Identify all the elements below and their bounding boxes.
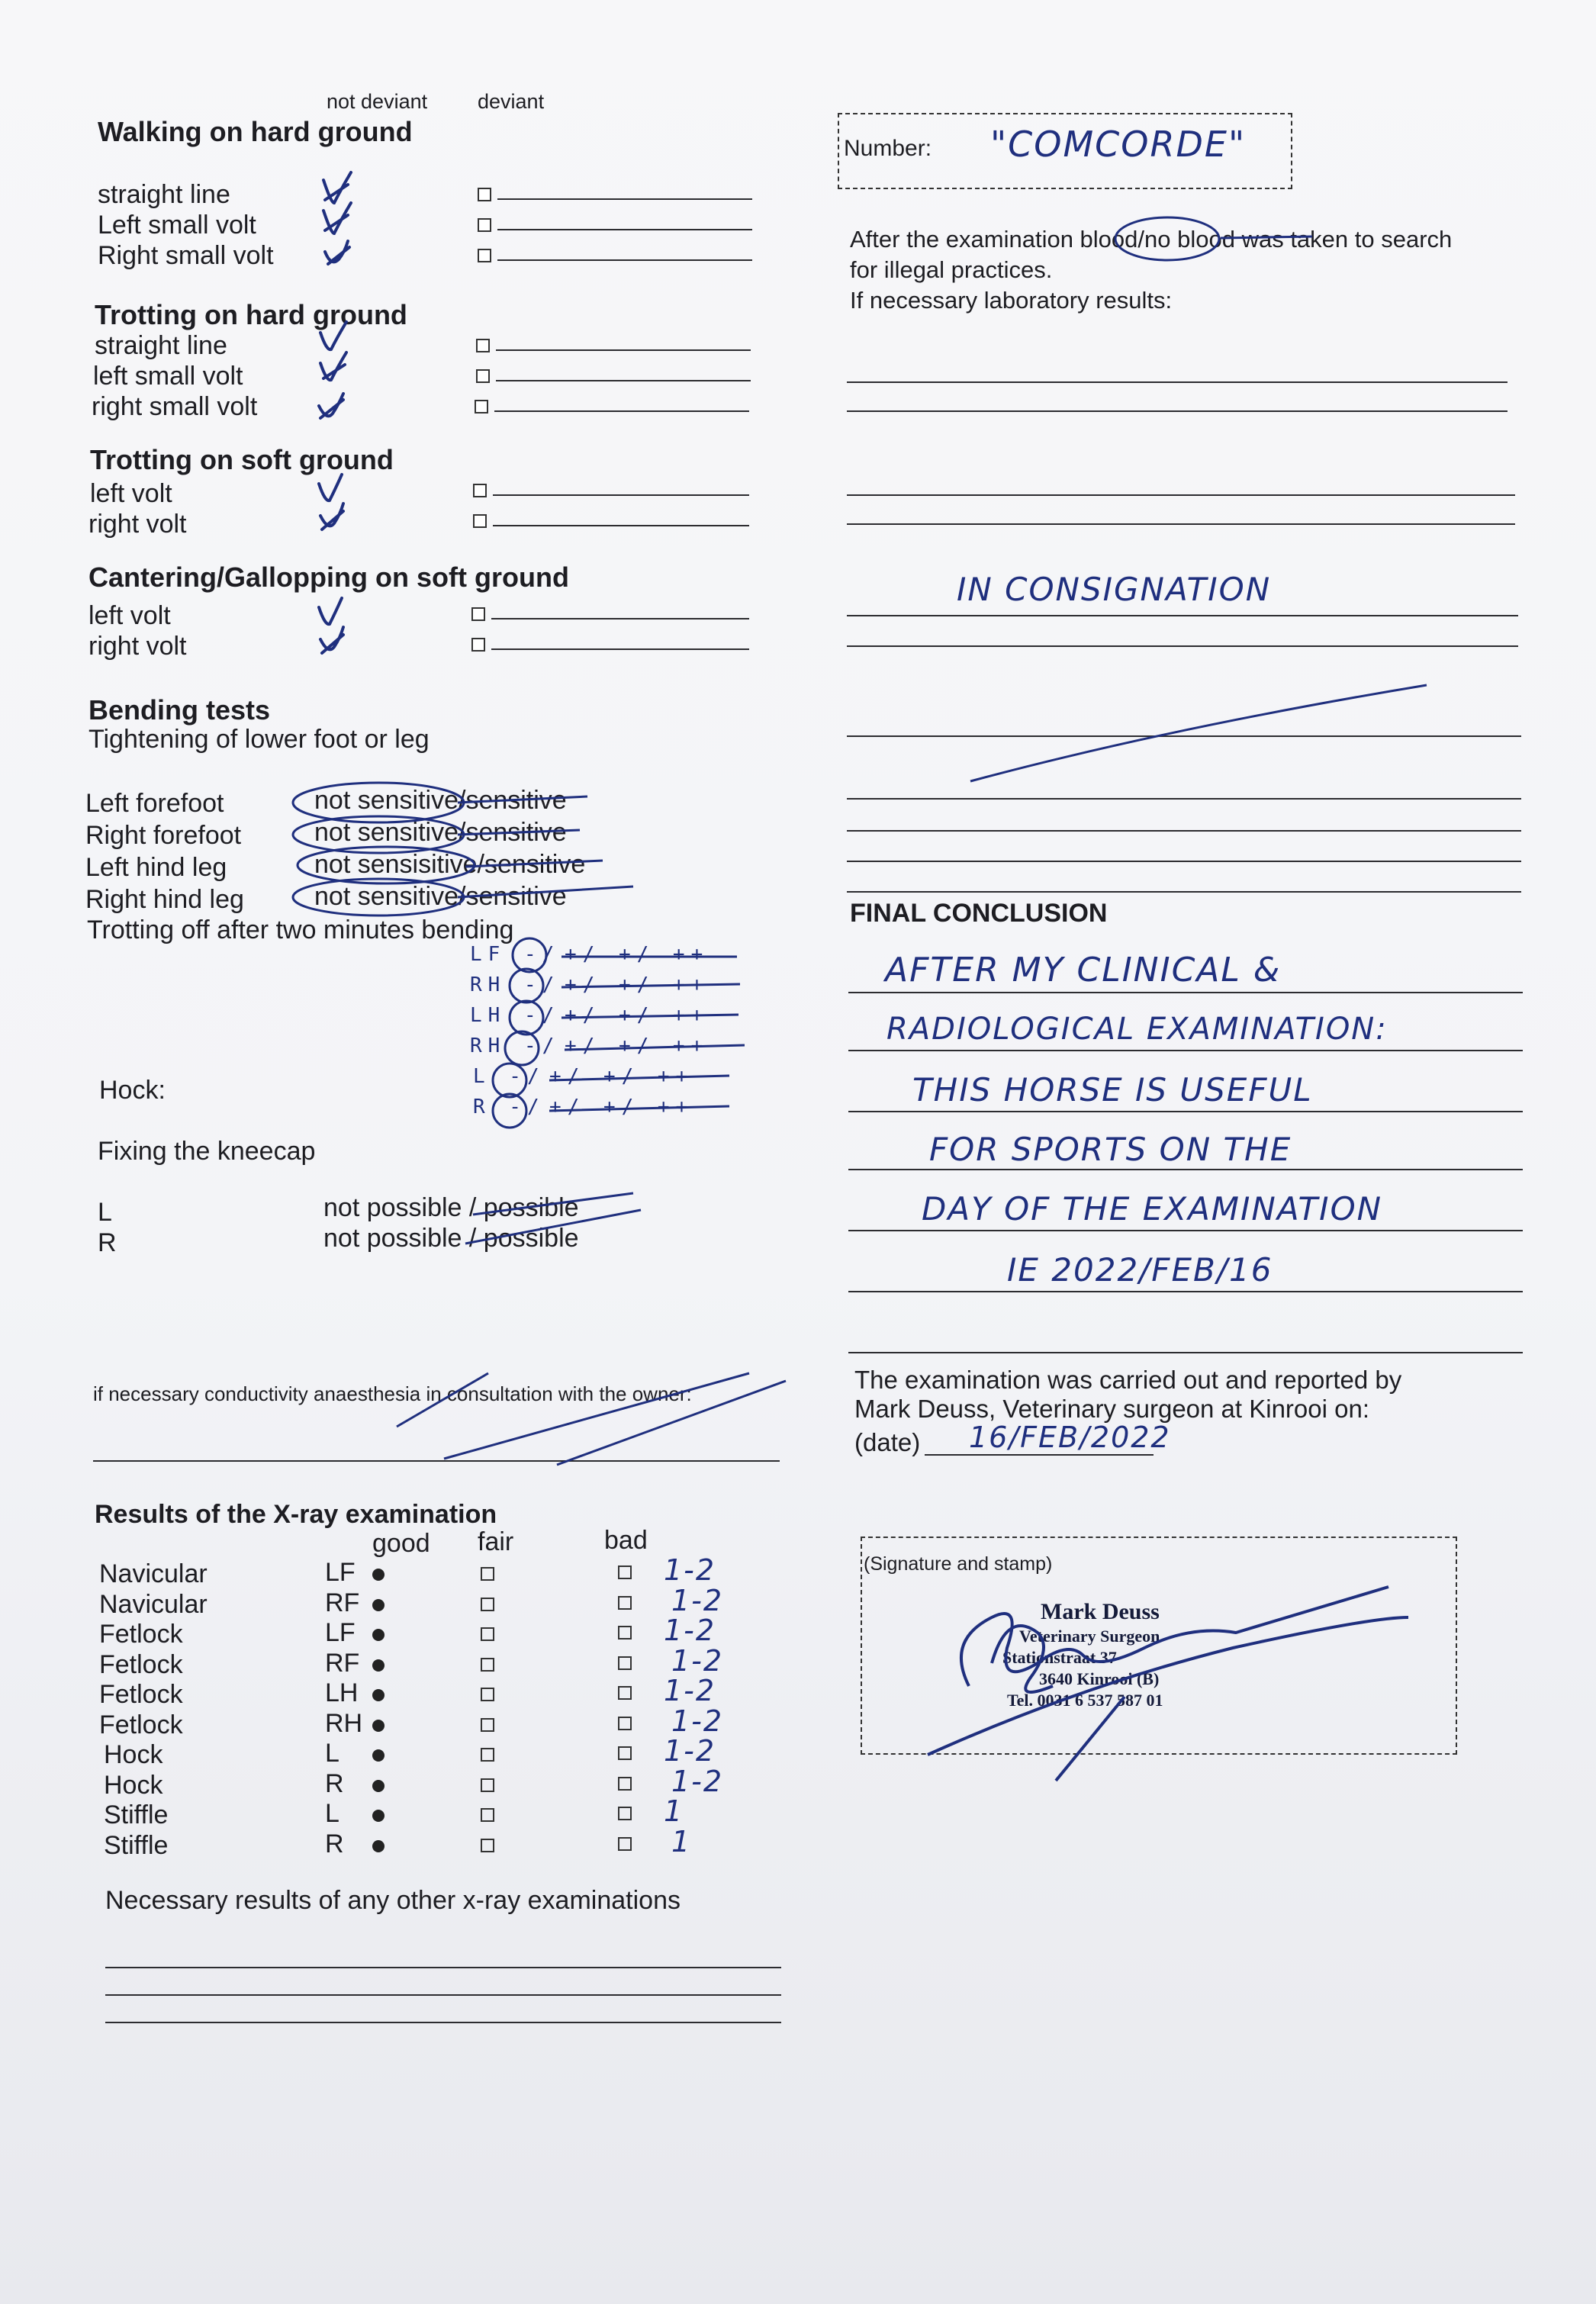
xray-row-name: Stiffle xyxy=(104,1830,169,1860)
xray-row-name: Navicular xyxy=(99,1559,208,1588)
xray-row-note[interactable]: 1 xyxy=(664,1794,684,1828)
stamp-name: Mark Deuss xyxy=(1041,1599,1160,1624)
blood-line3: If necessary laboratory results: xyxy=(850,287,1173,314)
xray-row-note[interactable]: 1-2 xyxy=(671,1764,724,1798)
signature-stamp-label: (Signature and stamp) xyxy=(864,1553,1053,1575)
conclusion-line[interactable]: DAY OF THE EXAMINATION xyxy=(922,1190,1383,1228)
trotting-off-label: Trotting off after two minutes bending xyxy=(87,915,514,944)
conclusion-line[interactable]: IE 2022/FEB/16 xyxy=(1007,1251,1273,1289)
flexion-row-label: RH -/ xyxy=(470,1035,561,1057)
xray-row-note[interactable]: 1-2 xyxy=(664,1734,716,1768)
xray-row-position: L xyxy=(325,1799,339,1828)
xray-row-note[interactable]: 1 xyxy=(671,1824,692,1858)
trotting-soft-item: left volt xyxy=(90,479,172,508)
xray-col-bad: bad xyxy=(604,1526,648,1555)
bending-subtitle: Tightening of lower foot or leg xyxy=(88,725,430,754)
hock-scale: +/ +/ ++ xyxy=(549,1096,694,1118)
conclusion-line[interactable]: THIS HORSE IS USEFUL xyxy=(912,1071,1313,1109)
xray-row-name: Stiffle xyxy=(104,1800,169,1829)
xray-row-note[interactable]: 1-2 xyxy=(664,1553,716,1587)
blood-line2: for illegal practices. xyxy=(850,256,1053,283)
xray-row-name: Hock xyxy=(104,1770,163,1800)
hock-row-label: R -/ xyxy=(473,1096,545,1118)
xray-row-position: LF xyxy=(325,1618,356,1647)
kneecap-side: R xyxy=(98,1228,117,1257)
xray-row-position: LH xyxy=(325,1678,359,1707)
walking-item: straight line xyxy=(98,180,230,209)
bending-leg-label: Right forefoot xyxy=(85,821,242,850)
bending-leg-result: not sensisitive/sensitive xyxy=(314,850,586,879)
cantering-item: left volt xyxy=(88,601,171,630)
stamp-title: Veterinary Surgeon xyxy=(1019,1627,1160,1646)
trotting-hard-title: Trotting on hard ground xyxy=(95,299,407,330)
xray-row-name: Navicular xyxy=(99,1589,208,1619)
xray-col-fair: fair xyxy=(478,1527,514,1556)
kneecap-result: not possible / possible xyxy=(323,1193,579,1222)
xray-col-good: good xyxy=(372,1529,430,1558)
strike-through-icon xyxy=(1221,237,1312,238)
bending-leg-result: not sensitive/sensitive xyxy=(314,882,567,911)
xray-row-name: Fetlock xyxy=(99,1620,183,1649)
kneecap-side: L xyxy=(98,1198,112,1227)
bending-leg-label: Left forefoot xyxy=(85,789,224,818)
blood-line1: After the examination blood/no blood was taken to search xyxy=(850,226,1453,253)
trotting-hard-item: right small volt xyxy=(92,392,258,421)
xray-row-position: R xyxy=(325,1768,344,1798)
report-date-label: (date) xyxy=(854,1428,921,1456)
trotting-hard-item: left small volt xyxy=(93,362,243,391)
flexion-scale: +/ +/ ++ xyxy=(565,943,710,966)
walking-item: Left small volt xyxy=(98,211,256,240)
flexion-scale: +/ +/ ++ xyxy=(565,973,710,996)
report-line2: Mark Deuss, Veterinary surgeon at Kinrooi on: xyxy=(854,1395,1370,1423)
xray-row-name: Fetlock xyxy=(99,1710,183,1739)
stamp-tel: Tel. 0031 6 537 587 01 xyxy=(1007,1691,1163,1710)
consignation-note[interactable]: IN CONSIGNATION xyxy=(957,571,1272,608)
xray-row-name: Fetlock xyxy=(99,1680,183,1709)
trotting-soft-title: Trotting on soft ground xyxy=(90,444,394,475)
xray-row-position: R xyxy=(325,1829,344,1858)
flexion-scale: +/ +/ ++ xyxy=(565,1004,710,1027)
number-value[interactable]: "COMCORDE" xyxy=(990,124,1247,165)
not-deviant-header: not deviant xyxy=(327,90,428,113)
xray-row-position: RF xyxy=(325,1648,360,1678)
walking-item: Right small volt xyxy=(98,241,274,270)
flexion-row-label: LF -/ xyxy=(470,943,561,966)
xray-row-note[interactable]: 1-2 xyxy=(671,1704,724,1738)
xray-row-name: Fetlock xyxy=(99,1649,183,1679)
xray-row-note[interactable]: 1-2 xyxy=(671,1643,724,1678)
report-date-value[interactable]: 16/FEB/2022 xyxy=(969,1421,1171,1454)
bending-leg-result: not sensitive/sensitive xyxy=(314,786,567,815)
strike-through-icon xyxy=(458,796,633,897)
anaesthesia-label: if necessary conductivity anaesthesia in consultation with the owner: xyxy=(93,1382,692,1405)
xray-row-position: L xyxy=(325,1739,339,1768)
walking-hard-title: Walking on hard ground xyxy=(98,116,413,147)
bending-leg-result: not sensitive/sensitive xyxy=(314,818,567,847)
xray-row-name: Hock xyxy=(104,1740,163,1769)
flexion-row-label: RH -/ xyxy=(470,973,561,996)
xray-row-position: RH xyxy=(325,1708,363,1738)
xray-other-label: Necessary results of any other x-ray examinations xyxy=(105,1886,681,1915)
trotting-hard-item: straight line xyxy=(95,331,227,360)
kneecap-title: Fixing the kneecap xyxy=(98,1137,316,1166)
xray-row-note[interactable]: 1-2 xyxy=(664,1674,716,1707)
report-line1: The examination was carried out and reported by xyxy=(854,1366,1402,1394)
cantering-title: Cantering/Gallopping on soft ground xyxy=(88,562,569,593)
xray-title: Results of the X-ray examination xyxy=(95,1500,497,1529)
stamp-street: Stationstraat 37 xyxy=(1002,1648,1117,1667)
xray-row-position: LF xyxy=(325,1558,356,1587)
number-label: Number: xyxy=(844,136,932,161)
bending-title: Bending tests xyxy=(88,694,271,726)
hock-label: Hock: xyxy=(99,1076,166,1105)
hock-row-label: L -/ xyxy=(473,1065,545,1088)
deviant-header: deviant xyxy=(478,90,545,113)
conclusion-line[interactable]: FOR SPORTS ON THE xyxy=(929,1131,1292,1168)
bending-leg-label: Right hind leg xyxy=(85,885,244,914)
cantering-item: right volt xyxy=(88,632,187,661)
flexion-row-label: LH -/ xyxy=(470,1004,561,1027)
xray-row-position: RF xyxy=(325,1588,360,1617)
kneecap-result: not possible / possible xyxy=(323,1224,579,1253)
trotting-soft-item: right volt xyxy=(88,510,187,539)
circled-answer-icon xyxy=(1115,217,1219,260)
conclusion-line[interactable]: AFTER MY CLINICAL & xyxy=(885,951,1282,989)
hock-scale: +/ +/ ++ xyxy=(549,1065,694,1088)
conclusion-title: FINAL CONCLUSION xyxy=(850,899,1108,928)
bending-leg-label: Left hind leg xyxy=(85,853,227,882)
conclusion-line[interactable]: RADIOLOGICAL EXAMINATION: xyxy=(886,1012,1388,1047)
flexion-scale: +/ +/ ++ xyxy=(565,1035,710,1057)
stamp-city: 3640 Kinrooi (B) xyxy=(1039,1669,1160,1688)
xray-row-note[interactable]: 1-2 xyxy=(664,1614,716,1647)
xray-row-note[interactable]: 1-2 xyxy=(671,1583,724,1617)
